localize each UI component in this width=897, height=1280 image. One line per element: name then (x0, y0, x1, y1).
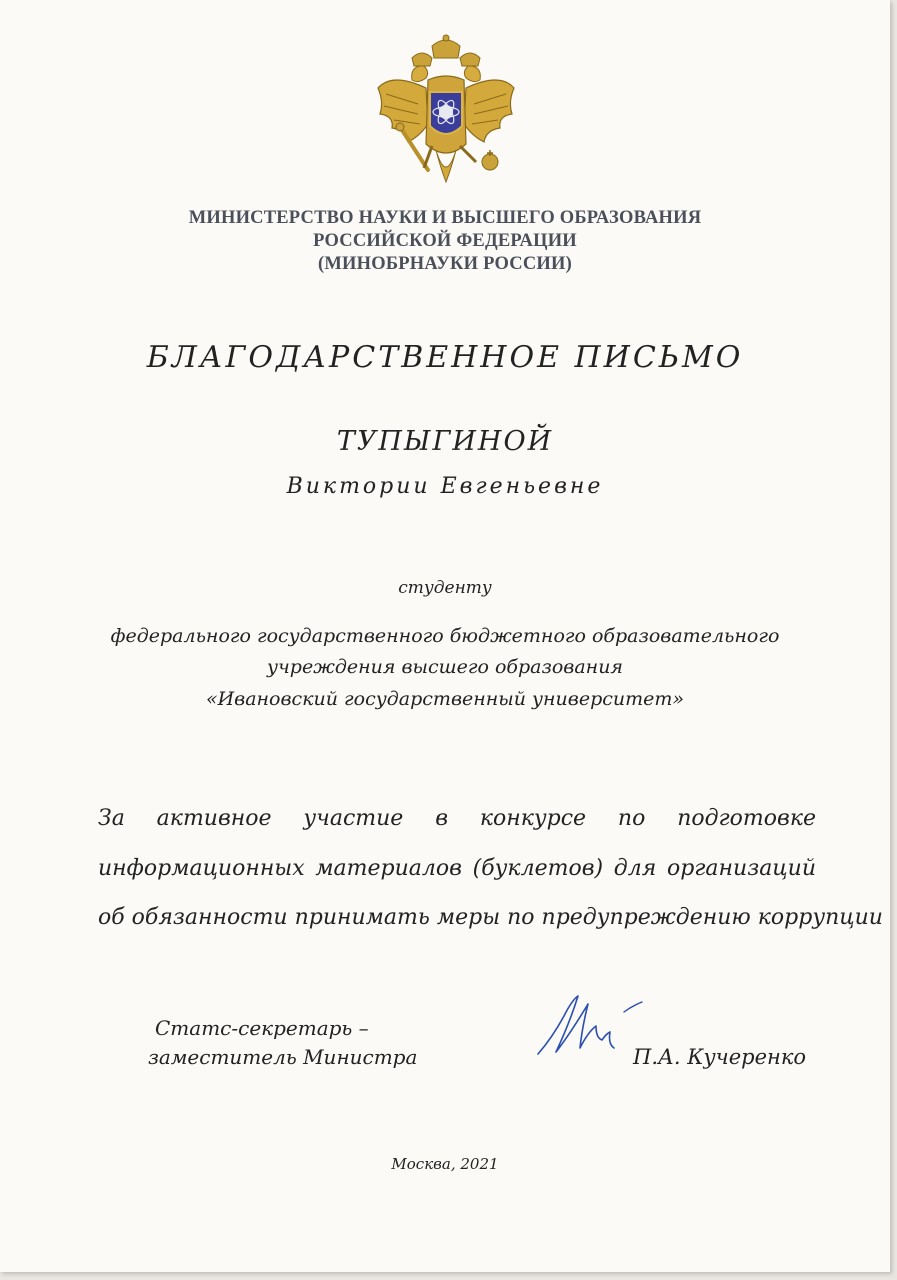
recipient-surname: ТУПЫГИНОЙ (336, 426, 554, 457)
ministry-name-line-3: (МИНОБРНАУКИ РОССИИ) (318, 254, 572, 274)
letter-title: БЛАГОДАРСТВЕННОЕ ПИСЬМО (146, 340, 744, 375)
ministry-name-line-2: РОССИЙСКОЙ ФЕДЕРАЦИИ (313, 231, 577, 251)
signer-position-line-1: Статс-секретарь – (155, 1016, 369, 1040)
body-line-1: За активное участие в конкурсе по подготовке (98, 806, 816, 831)
signer-position-line-2: заместитель Министра (148, 1045, 418, 1069)
place-and-date: Москва, 2021 (391, 1155, 499, 1173)
organization-line-3: «Ивановский государственный университет» (205, 688, 685, 710)
organization-line-2: учреждения высшего образования (266, 656, 624, 678)
body-line-3: об обязанности принимать меры по предупреждению коррупции (98, 905, 883, 930)
recipient-role: студенту (398, 578, 492, 598)
ministry-name-line-1: МИНИСТЕРСТВО НАУКИ И ВЫСШЕГО ОБРАЗОВАНИЯ (188, 208, 702, 228)
body-line-2: информационных материалов (буклетов) для организаций (98, 856, 816, 881)
organization-line-1: федерального государственного бюджетного образовательного (110, 625, 780, 647)
handwritten-signature-icon (530, 982, 650, 1072)
recipient-names: Виктории Евгеньевне (286, 474, 604, 499)
signer-name: П.А. Кучеренко (633, 1045, 807, 1069)
double-headed-eagle-emblem-icon (372, 32, 520, 194)
